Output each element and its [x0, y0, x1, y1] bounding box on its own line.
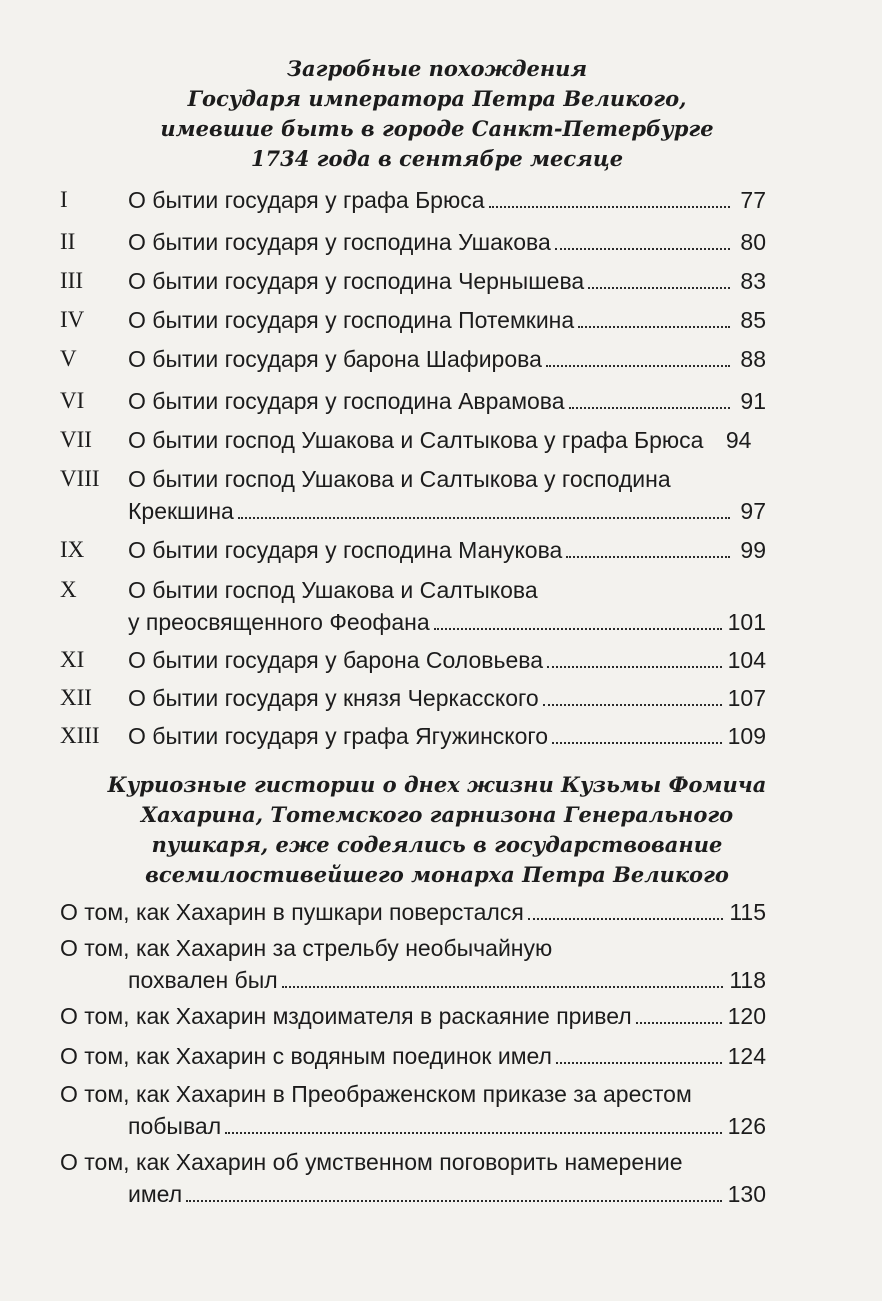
entry-title-cont: похвален был [128, 967, 278, 993]
entry-page: 120 [727, 1003, 766, 1029]
entry-page: 101 [727, 609, 766, 635]
entry-title: О бытии государя у господина Чернышева [128, 268, 585, 294]
entry-page: 83 [740, 268, 766, 294]
entry-page: 118 [729, 967, 766, 993]
leader-dots [552, 742, 722, 744]
toc-entry[interactable] [60, 720, 766, 752]
entry-number: IX [60, 537, 85, 562]
toc-entry[interactable] [60, 682, 766, 714]
entry-title: О том, как Хахарин с водяным поединок имел [60, 1043, 552, 1069]
toc-entry[interactable] [60, 1078, 766, 1142]
entry-title: О бытии господ Ушакова и Салтыкова у графа Брюса [128, 427, 704, 453]
entry-number: XII [60, 685, 92, 710]
leader-dots [434, 628, 722, 630]
leader-dots [569, 407, 730, 409]
entry-title: О бытии государя у барона Соловьева [128, 647, 544, 673]
section1-title [60, 54, 814, 174]
entry-page: 115 [729, 899, 766, 925]
toc-entry[interactable] [60, 226, 766, 258]
leader-dots [547, 666, 722, 668]
entry-title: О бытии государя у графа Ягужинского [128, 723, 549, 749]
entry-number: XIII [60, 723, 100, 748]
entry-title: О бытии государя у господина Потемкина [128, 307, 575, 333]
entry-number: VI [60, 388, 85, 413]
leader-dots [546, 365, 730, 367]
section2-title [60, 770, 814, 890]
leader-dots [238, 517, 730, 519]
toc-entry[interactable] [60, 184, 766, 216]
entry-page: 99 [740, 537, 766, 563]
entry-page: 107 [727, 685, 766, 711]
section2-title-line: Куриозные гистории о днех жизни Кузьмы Фомича [107, 772, 767, 797]
entry-title-cont: имел [128, 1181, 183, 1207]
leader-dots [566, 556, 730, 558]
entry-page: 104 [727, 647, 766, 673]
toc-entry[interactable] [60, 265, 766, 297]
toc-entry[interactable] [60, 1146, 766, 1210]
entry-title-cont: Крекшина [128, 498, 234, 524]
entry-number: II [60, 229, 76, 254]
toc-entry[interactable] [60, 1040, 766, 1072]
section2-title-line: всемилостивейшего монарха Петра Великого [145, 862, 729, 887]
section2-title-line: пушкаря, еже содеялись в государствование [151, 832, 723, 857]
entry-page: 85 [740, 307, 766, 333]
section1-title-line: Государя императора Петра Великого, [187, 86, 687, 111]
entry-page: 77 [740, 187, 766, 213]
entry-page: 94 [725, 427, 752, 453]
entry-title: О бытии господ Ушакова и Салтыкова [128, 577, 538, 603]
leader-dots [636, 1022, 722, 1024]
entry-number: X [60, 577, 77, 602]
entry-number: I [60, 187, 68, 212]
entry-title: О бытии государя у господина Аврамова [128, 388, 565, 414]
entry-page: 126 [727, 1113, 766, 1139]
section1-title-line: Загробные похождения [286, 56, 588, 81]
entry-title: О том, как Хахарин мздоимателя в раскаяние привел [60, 1003, 632, 1029]
entry-number: III [60, 268, 83, 293]
entry-page: 130 [727, 1181, 766, 1207]
entry-page: 91 [740, 388, 766, 414]
entry-title: О бытии государя у барона Шафирова [128, 346, 542, 372]
toc-entry[interactable] [60, 574, 766, 638]
entry-title: О том, как Хахарин в Преображенском приказе за арестом [60, 1081, 692, 1107]
entry-page: 80 [740, 229, 766, 255]
section1-title-line: имевшие быть в городе Санкт-Петербурге [160, 116, 714, 141]
section2-title-line: Хахарина, Тотемского гарнизона Генерального [140, 802, 734, 827]
leader-dots [578, 326, 730, 328]
entry-title: О том, как Хахарин об умственном поговорить намерение [60, 1149, 683, 1175]
entry-page: 109 [727, 723, 766, 749]
entry-title: О бытии государя у господина Ушакова [128, 229, 551, 255]
entry-title: О бытии государя у графа Брюса [128, 187, 485, 213]
entry-title: О бытии господ Ушакова и Салтыкова у господина [128, 466, 671, 492]
entry-title: О том, как Хахарин в пушкари поверстался [60, 899, 524, 925]
leader-dots [225, 1132, 722, 1134]
entry-page: 97 [740, 498, 766, 524]
section1-title-line: 1734 года в сентябре месяце [250, 146, 624, 171]
toc-entry[interactable] [60, 644, 766, 676]
entry-number: VIII [60, 466, 100, 491]
entry-title-cont: у преосвященного Феофана [128, 609, 430, 635]
entry-page: 88 [740, 346, 766, 372]
toc-entry[interactable] [60, 1000, 766, 1032]
toc-entry[interactable] [60, 932, 766, 996]
leader-dots [588, 287, 730, 289]
toc-entry[interactable] [60, 385, 766, 417]
leader-dots [489, 206, 731, 208]
entry-page: 124 [727, 1043, 766, 1069]
toc-entry[interactable] [60, 534, 766, 566]
entry-number: VII [60, 427, 92, 452]
entry-title: О том, как Хахарин за стрельбу необычайную [60, 935, 553, 961]
entry-title: О бытии государя у господина Манукова [128, 537, 563, 563]
leader-dots [543, 704, 722, 706]
entry-title-cont: побывал [128, 1113, 222, 1139]
entry-number: IV [60, 307, 85, 332]
toc-entry[interactable] [60, 896, 766, 928]
leader-dots [282, 986, 724, 988]
leader-dots [528, 918, 724, 920]
toc-entry[interactable] [60, 463, 766, 527]
leader-dots [186, 1200, 722, 1202]
entry-number: V [60, 346, 77, 371]
toc-entry[interactable] [60, 304, 766, 336]
toc-entry[interactable] [60, 343, 766, 375]
toc-entry[interactable] [60, 424, 766, 456]
entry-number: XI [60, 647, 85, 672]
leader-dots [555, 248, 730, 250]
leader-dots [556, 1062, 722, 1064]
entry-title: О бытии государя у князя Черкасского [128, 685, 539, 711]
